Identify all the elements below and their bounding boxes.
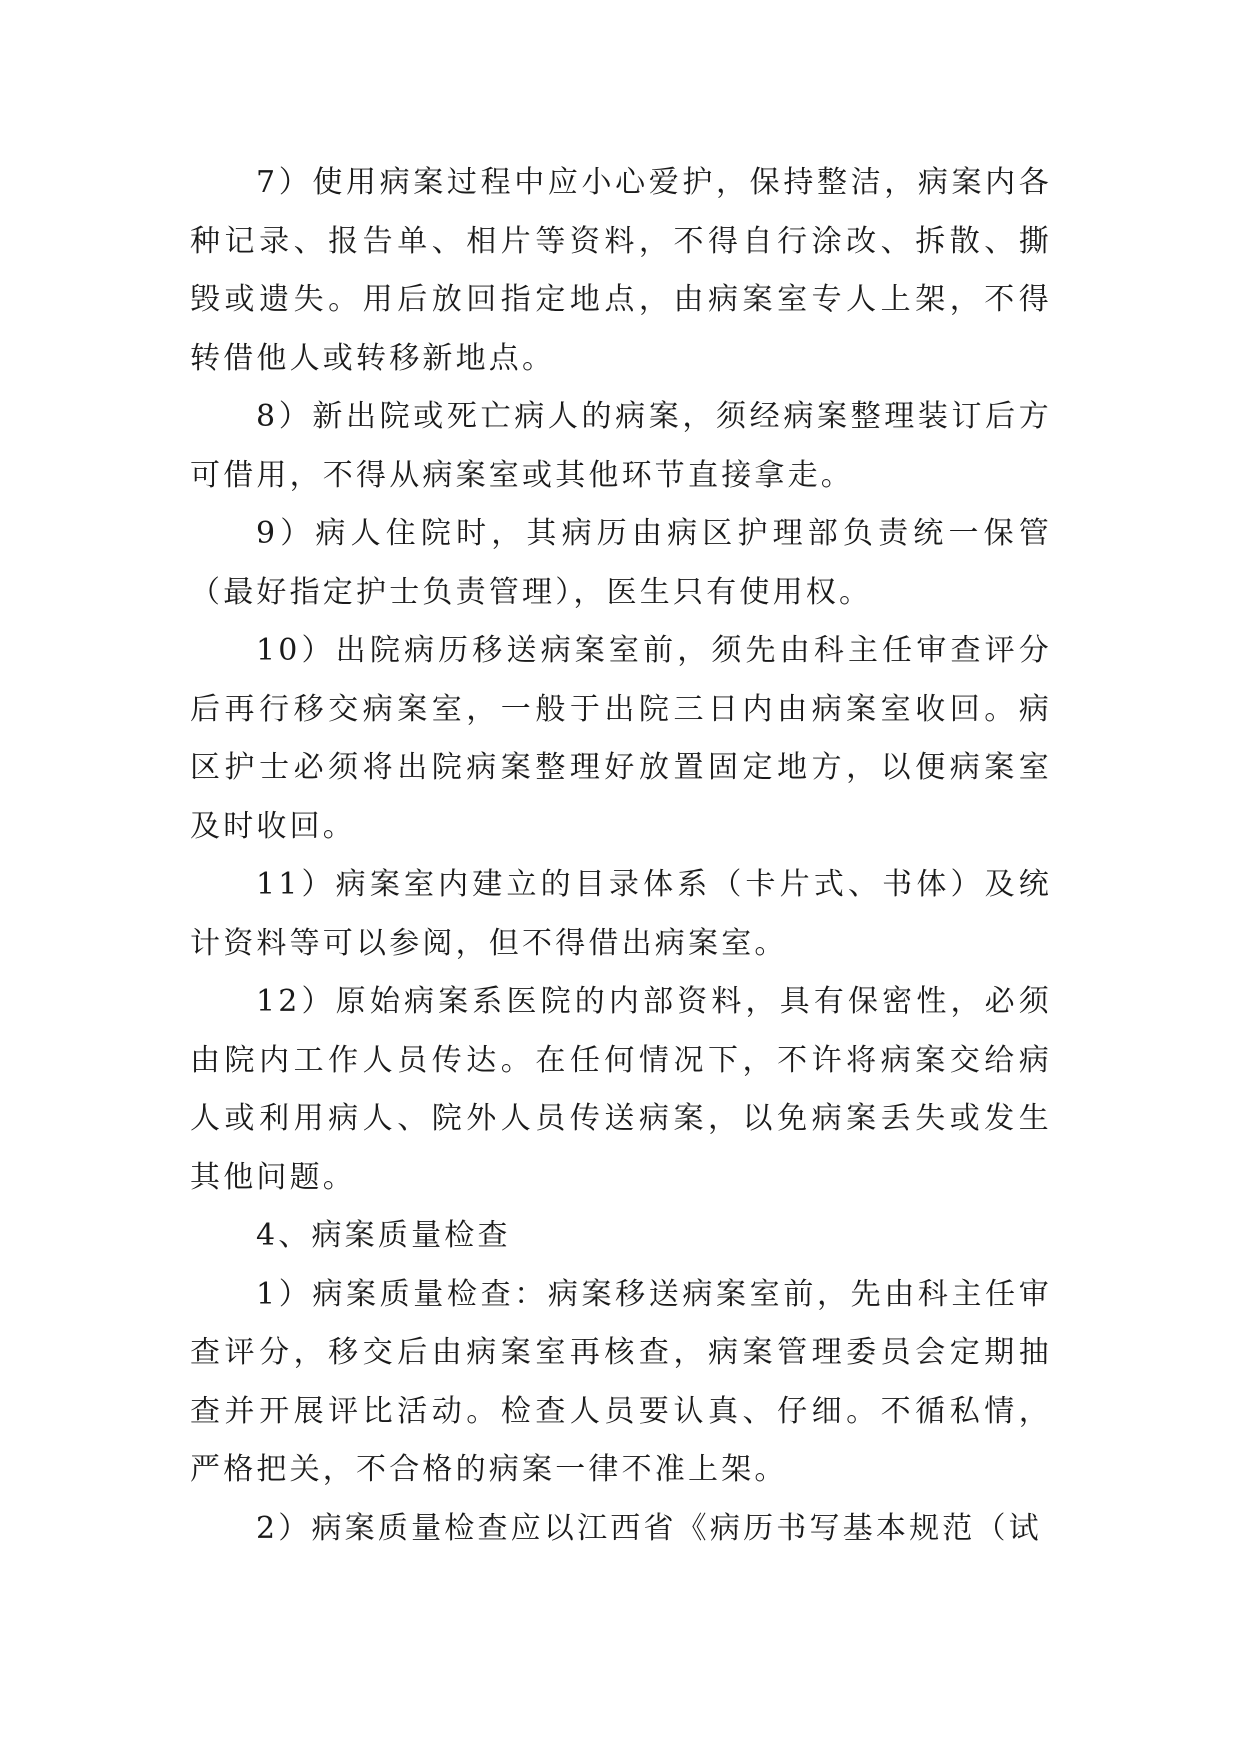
paragraph-item-9: 9）病人住院时，其病历由病区护理部负责统一保管（最好指定护士负责管理），医生只有使用权。 <box>190 516 1052 610</box>
paragraph-quality-1: 1）病案质量检查：病案移送病案室前，先由科主任审查评分，移交后由病案室再核查，病案管理委员会定期抽查并开展评比活动。检查人员要认真、仔细。不循私情，严格把关，不合格的病案一律不准上架。 <box>190 1276 1052 1487</box>
document-page <box>190 154 1052 1558</box>
paragraph-item-7: 7）使用病案过程中应小心爱护，保持整洁，病案内各种记录、报告单、相片等资料，不得自行涂改、拆散、撕毁或遗失。用后放回指定地点，由病案室专人上架，不得转借他人或转移新地点。 <box>190 165 1052 376</box>
paragraph-item-8: 8）新出院或死亡病人的病案，须经病案整理装订后方可借用，不得从病案室或其他环节直接拿走。 <box>190 399 1052 493</box>
section-heading: 4、病案质量检查 <box>256 1218 511 1253</box>
paragraph-quality-2: 2）病案质量检查应以江西省《病历书写基本规范（试 <box>256 1510 1042 1546</box>
paragraph-item-11: 11）病案室内建立的目录体系（卡片式、书体）及统计资料等可以参阅，但不得借出病案室。 <box>190 867 1052 961</box>
paragraph-item-12: 12）原始病案系医院的内部资料，具有保密性，必须由院内工作人员传达。在任何情况下，不许将病案交给病人或利用病人、院外人员传送病案，以免病案丢失或发生其他问题。 <box>190 984 1052 1195</box>
paragraph-item-10: 10）出院病历移送病案室前，须先由科主任审查评分后再行移交病案室，一般于出院三日内由病案室收回。病区护士必须将出院病案整理好放置固定地方，以便病案室及时收回。 <box>190 633 1052 844</box>
